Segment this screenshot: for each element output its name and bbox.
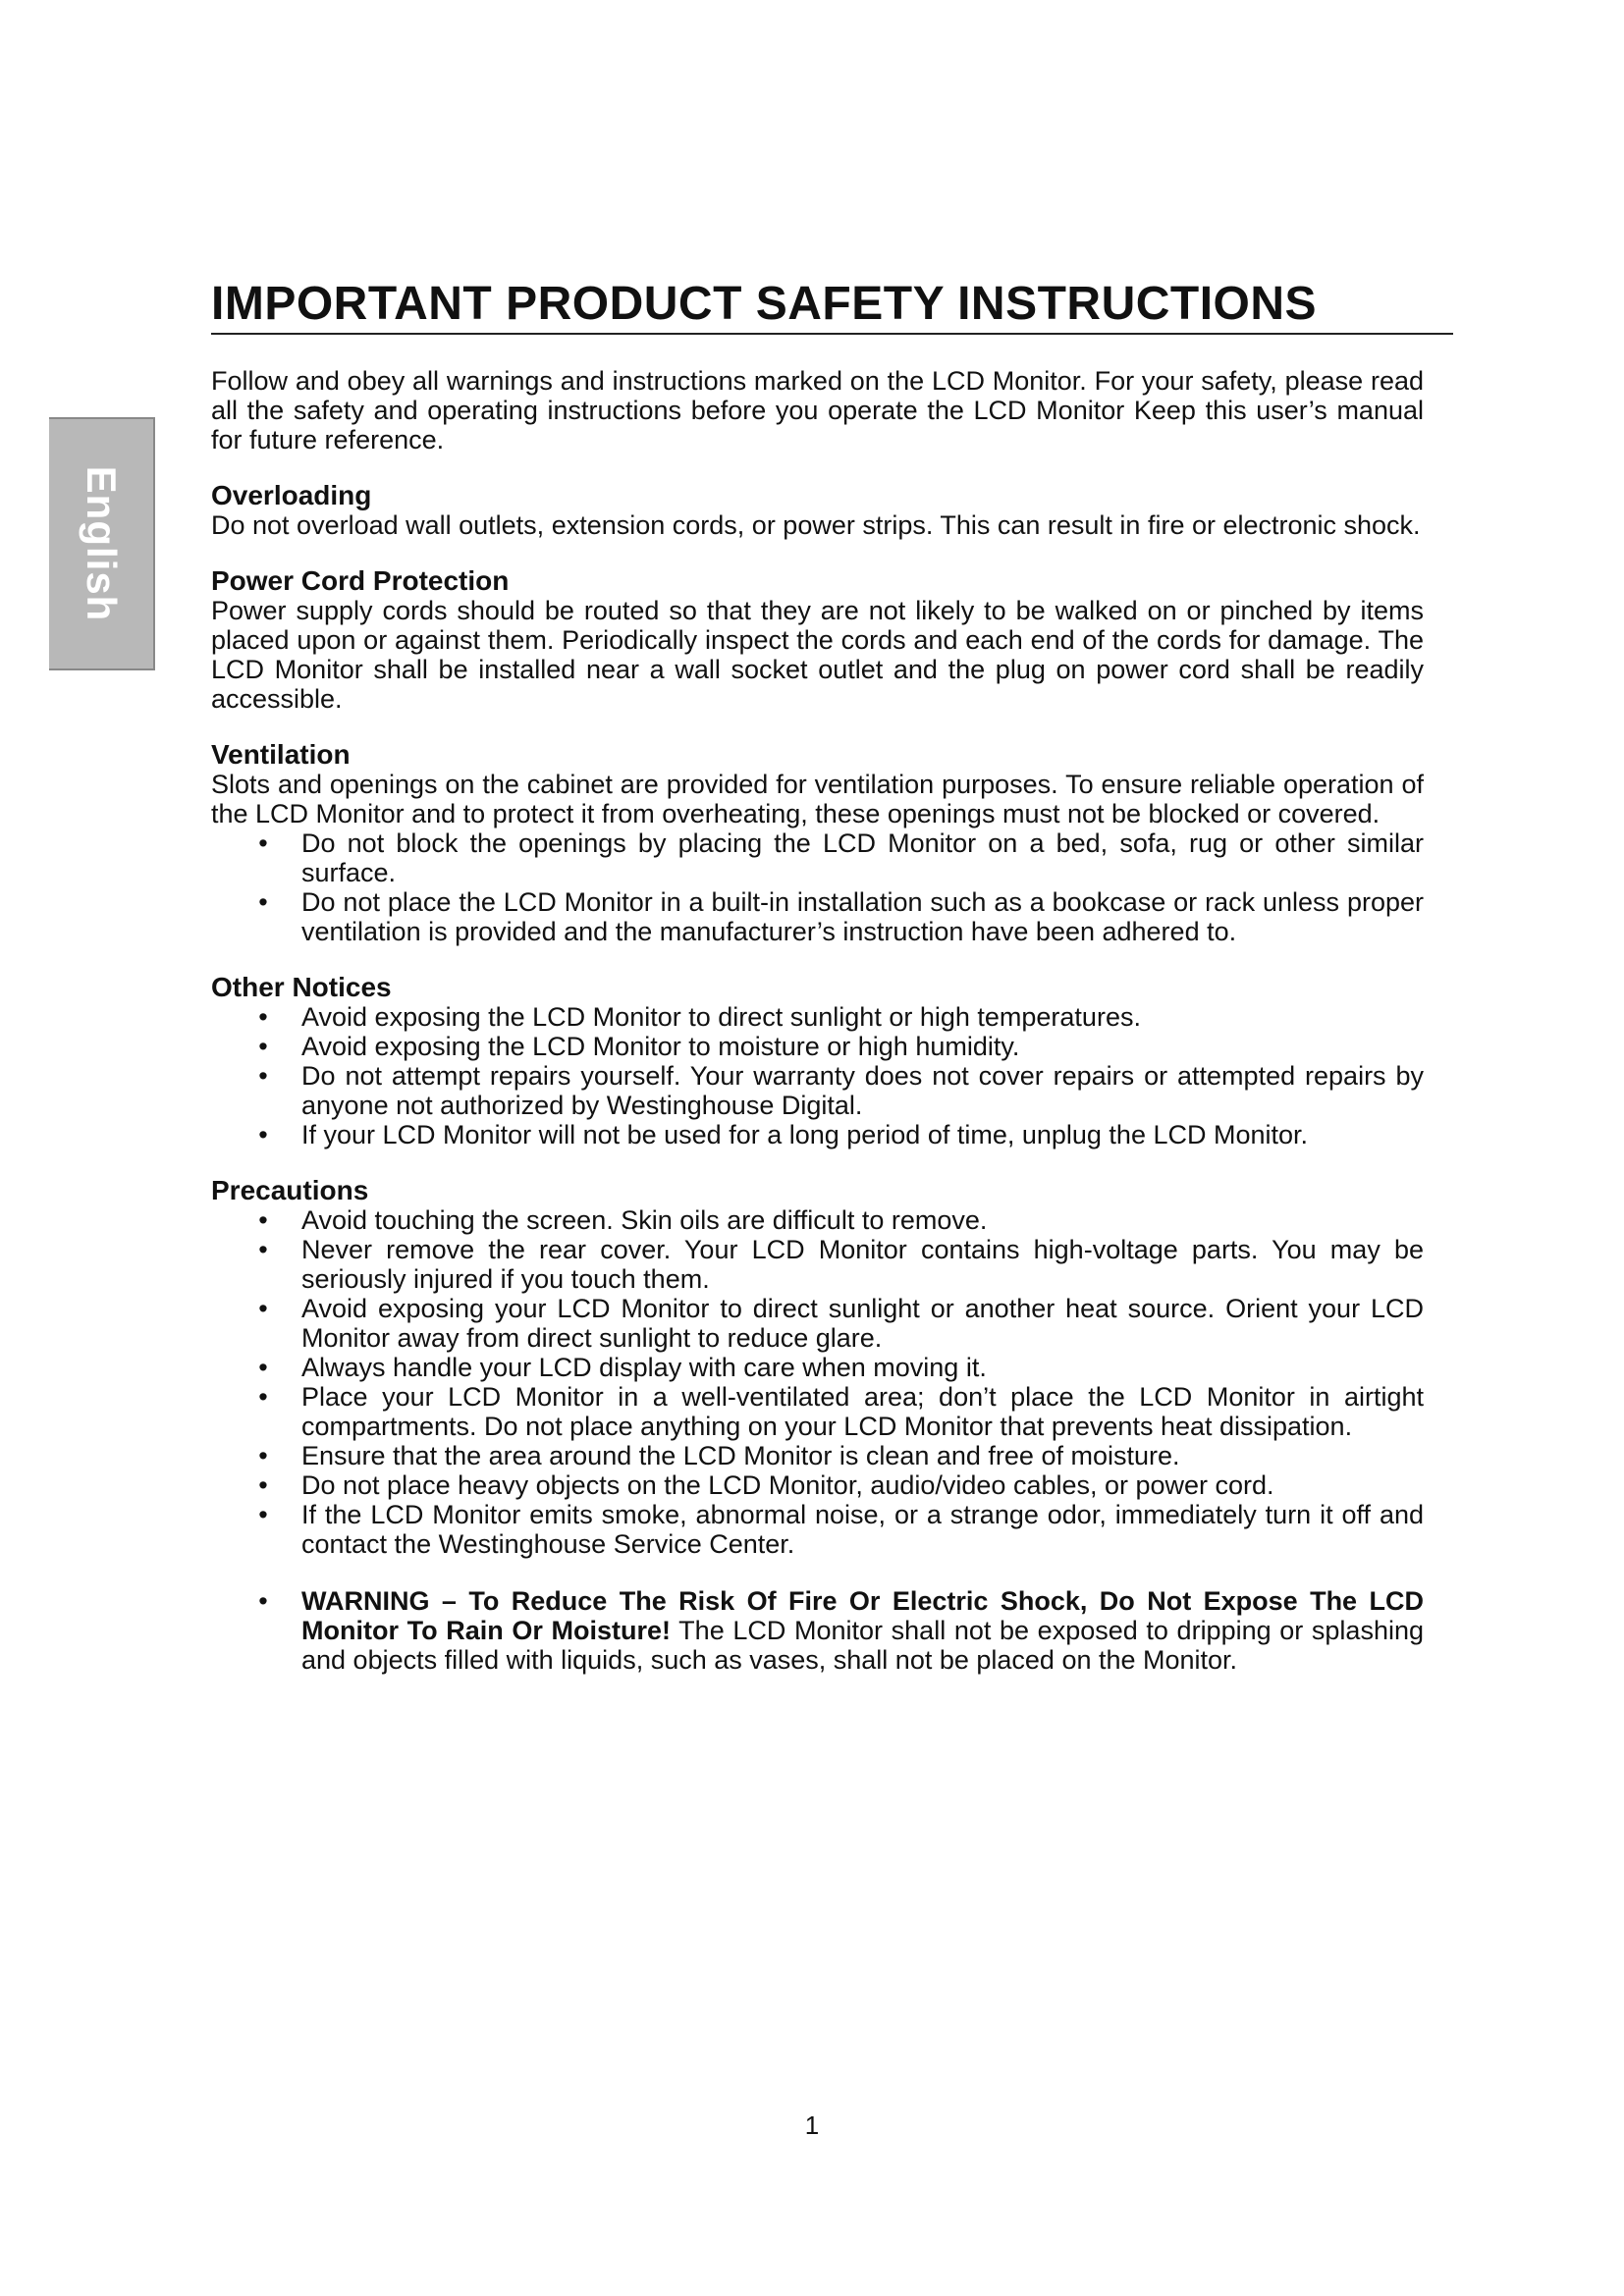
bullet-icon: •	[258, 1002, 268, 1032]
section-heading: Power Cord Protection	[211, 565, 510, 596]
section-body: Power supply cords should be routed so that they are not likely to be walked on or pinched by items placed upon or against them. Periodically inspect the cords and each end of the cords for damage. The LCD Monitor shall be installed near a wall socket outlet and the plug on power cord shall be readily accessible.	[211, 596, 1424, 714]
section-body: Slots and openings on the cabinet are provided for ventilation purposes. To ensure reliable operation of the LCD Monitor and to protect it from overheating, these openings must not be blocked or covered.	[211, 770, 1424, 828]
list-item-text: Place your LCD Monitor in a well-ventilated area; don’t place the LCD Monitor in airtight compartments. Do not place anything on your LCD Monitor that prevents heat dissipation.	[301, 1382, 1424, 1441]
section-body: Do not overload wall outlets, extension cords, or power strips. This can result in fire or electronic shock.	[211, 510, 1421, 540]
bullet-icon: •	[258, 1032, 268, 1061]
list-item-text: Avoid exposing the LCD Monitor to moisture or high humidity.	[301, 1032, 1020, 1061]
page-title: IMPORTANT PRODUCT SAFETY INSTRUCTIONS	[211, 278, 1318, 330]
list-item	[211, 1353, 1424, 1382]
language-tab-label: English	[79, 465, 125, 622]
list-item-text: Ensure that the area around the LCD Monitor is clean and free of moisture.	[301, 1441, 1180, 1470]
bullet-icon: •	[258, 1120, 268, 1149]
bullet-icon: •	[258, 1353, 268, 1382]
section-heading: Other Notices	[211, 972, 392, 1002]
section-overloading	[211, 480, 1424, 540]
section-heading: Ventilation	[211, 739, 351, 770]
bullet-icon: •	[258, 1382, 268, 1412]
bullet-icon: •	[258, 1586, 268, 1616]
list-item	[211, 1235, 1424, 1294]
warning-heading: WARNING – To Reduce The Risk Of Fire Or Electric Shock, Do Not Expose The LCD Monitor To Rain Or Moisture!	[301, 1586, 1424, 1645]
page-content	[211, 280, 1424, 1675]
page-number: 1	[804, 2110, 820, 2140]
bullet-list	[211, 828, 1424, 946]
list-item	[211, 1441, 1424, 1470]
bullet-icon: •	[258, 887, 268, 917]
list-item	[211, 1294, 1424, 1353]
bullet-icon: •	[258, 1061, 268, 1091]
bullet-icon: •	[258, 1235, 268, 1264]
section-other-notices	[211, 972, 1424, 1149]
bullet-icon: •	[258, 828, 268, 858]
list-item-text: If the LCD Monitor emits smoke, abnormal noise, or a strange odor, immediately turn it off and contact the Westinghouse Service Center.	[301, 1500, 1424, 1559]
list-item	[211, 1470, 1424, 1500]
list-item-text: Never remove the rear cover. Your LCD Monitor contains high-voltage parts. You may be seriously injured if you touch them.	[301, 1235, 1424, 1294]
list-item-text: Avoid touching the screen. Skin oils are difficult to remove.	[301, 1205, 988, 1235]
bullet-icon: •	[258, 1500, 268, 1529]
list-item-text: Do not attempt repairs yourself. Your warranty does not cover repairs or attempted repairs by anyone not authorized by Westinghouse Digital.	[301, 1061, 1424, 1120]
bullet-icon: •	[258, 1441, 268, 1470]
bullet-icon: •	[258, 1294, 268, 1323]
warning-notice	[211, 1586, 1424, 1675]
list-item-text: Do not place the LCD Monitor in a built-in installation such as a bookcase or rack unless proper ventilation is provided and the manufacturer’s instruction have been adhered to.	[301, 887, 1424, 946]
list-item	[211, 887, 1424, 946]
list-item	[211, 1120, 1424, 1149]
list-item	[211, 1205, 1424, 1235]
section-ventilation	[211, 739, 1424, 946]
list-item	[211, 1500, 1424, 1559]
list-item-text: Always handle your LCD display with care when moving it.	[301, 1353, 987, 1382]
bullet-list	[211, 1002, 1424, 1149]
title-row	[211, 280, 1453, 335]
warning-text: The LCD Monitor shall not be exposed to dripping or splashing and objects filled with liquids, such as vases, shall not be placed on the Monitor.	[301, 1616, 1424, 1675]
bullet-icon: •	[258, 1470, 268, 1500]
section-power-cord-protection	[211, 565, 1424, 714]
list-item-text: Do not place heavy objects on the LCD Monitor, audio/video cables, or power cord.	[301, 1470, 1274, 1500]
section-precautions	[211, 1175, 1424, 1559]
list-item	[211, 1032, 1424, 1061]
list-item-text: Avoid exposing the LCD Monitor to direct sunlight or high temperatures.	[301, 1002, 1141, 1032]
language-tab	[49, 417, 155, 670]
list-item-text: If your LCD Monitor will not be used for a long period of time, unplug the LCD Monitor.	[301, 1120, 1309, 1149]
bullet-icon: •	[258, 1205, 268, 1235]
intro-paragraph: Follow and obey all warnings and instructions marked on the LCD Monitor. For your safety, please read all the safety and operating instructions before you operate the LCD Monitor Keep this user’s manual for future reference.	[211, 366, 1424, 454]
list-item-text: Avoid exposing your LCD Monitor to direct sunlight or another heat source. Orient your LCD Monitor away from direct sunlight to reduce glare.	[301, 1294, 1424, 1353]
section-heading: Precautions	[211, 1175, 369, 1205]
list-item	[211, 1061, 1424, 1120]
list-item	[211, 828, 1424, 887]
list-item	[211, 1382, 1424, 1441]
section-heading: Overloading	[211, 480, 372, 510]
bullet-list	[211, 1205, 1424, 1559]
list-item-text: Do not block the openings by placing the LCD Monitor on a bed, sofa, rug or other similar surface.	[301, 828, 1424, 887]
list-item	[211, 1002, 1424, 1032]
